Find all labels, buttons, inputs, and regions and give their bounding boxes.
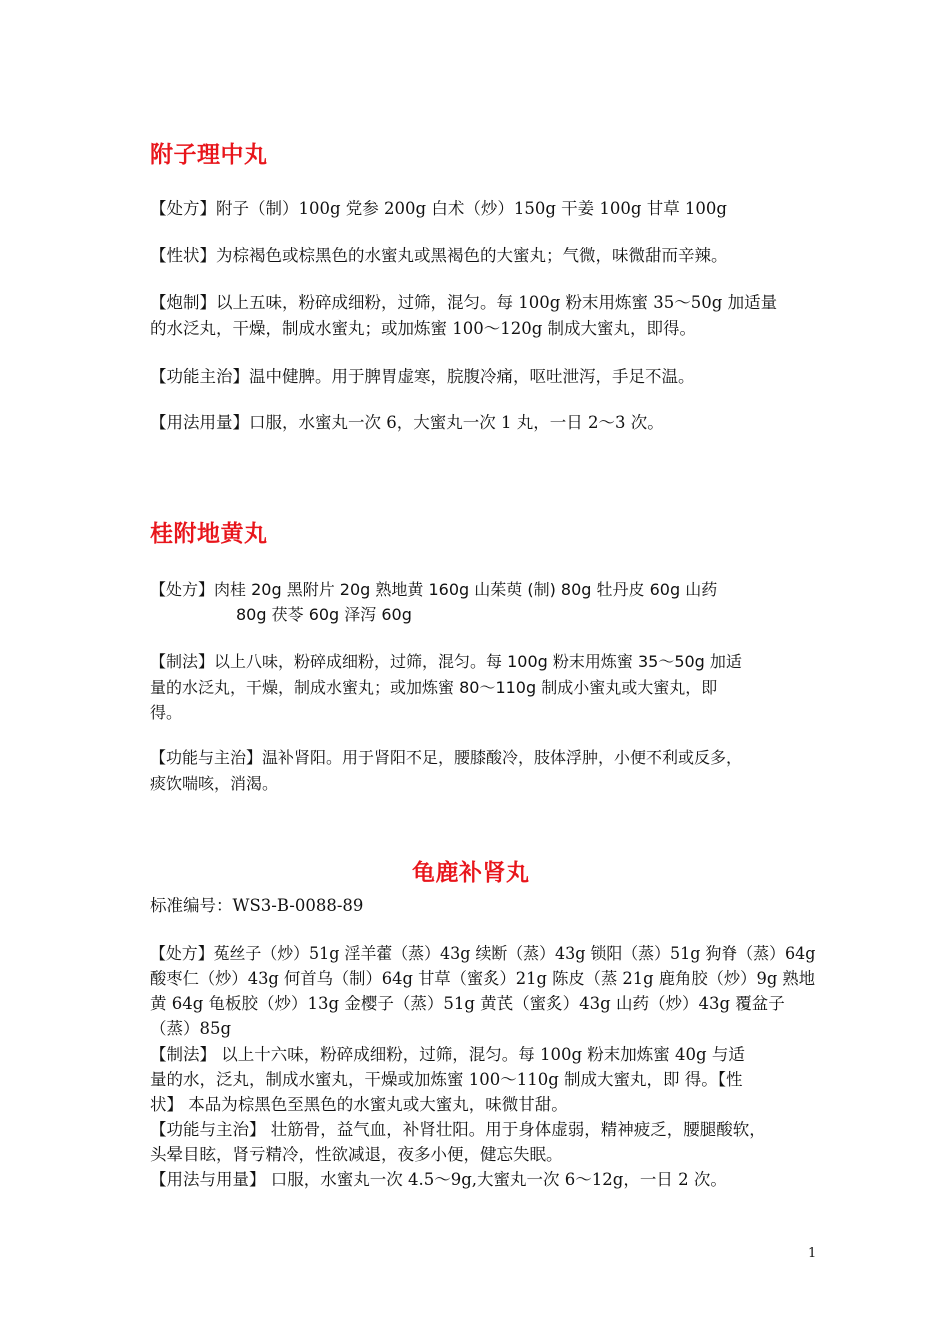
function-line: 【功能主治】温中健脾。用于脾胃虚寒，脘腹冷痛，呕吐泄泻，手足不温。	[150, 367, 695, 386]
preparation-line: 【炮制】以上五味，粉碎成细粉，过筛，混匀。每 100g 粉末用炼蜜 35～50g 加适量	[150, 293, 778, 312]
standard-number: 标准编号：WS3-B-0088-89	[150, 896, 364, 915]
method-line-cont: 量的水泛丸，干燥，制成水蜜丸；或加炼蜜 80～110g 制成小蜜丸或大蜜丸，即	[150, 678, 718, 697]
prescription-line-2: 酸枣仁（炒）43g 何首乌（制）64g 甘草（蜜炙）21g 陈皮（蒸 21g 鹿角胶（炒）9g 熟地	[150, 969, 816, 988]
properties-line: 【性状】为棕褐色或棕黑色的水蜜丸或黑褐色的大蜜丸；气微，味微甜而辛辣。	[150, 246, 728, 265]
prescription-line-3: 黄 64g 龟板胶（炒）13g 金樱子（蒸）51g 黄芪（蜜炙）43g 山药（炒）43g 覆盆子	[150, 994, 785, 1013]
properties-line: 状】 本品为棕黑色至黑色的水蜜丸或大蜜丸，味微甘甜。	[150, 1095, 568, 1114]
usage-line: 【用法用量】口服，水蜜丸一次 6，大蜜丸一次 1 丸，一日 2～3 次。	[150, 413, 664, 432]
preparation-line-cont: 的水泛丸，干燥，制成水蜜丸；或加炼蜜 100～120g 制成大蜜丸，即得。	[150, 319, 697, 338]
function-line: 【功能与主治】温补肾阳。用于肾阳不足，腰膝酸冷，肢体浮肿，小便不利或反多，	[150, 748, 743, 767]
method-line-cont: 量的水，泛丸，制成水蜜丸，干燥或加炼蜜 100～110g 制成大蜜丸，即 得。【性	[150, 1070, 743, 1089]
method-line: 【制法】 以上十六味，粉碎成细粉，过筛，混匀。每 100g 粉末加炼蜜 40g 与适	[150, 1045, 745, 1064]
usage-line: 【用法与用量】 口服，水蜜丸一次 4.5～9g,大蜜丸一次 6～12g，一日 2 次。	[150, 1170, 727, 1189]
page-number: 1	[808, 1246, 817, 1261]
prescription-line-4: （蒸）85g	[150, 1019, 232, 1038]
method-line: 【制法】以上八味，粉碎成细粉，过筛，混匀。每 100g 粉末用炼蜜 35～50g 加适	[150, 652, 742, 671]
function-line: 【功能与主治】 壮筋骨，益气血，补肾壮阳。用于身体虚弱，精神疲乏，腰腿酸软，	[150, 1120, 766, 1139]
function-line-cont: 头晕目眩，肾亏精冷，性欲减退，夜多小便，健忘失眠。	[150, 1145, 563, 1164]
prescription-line-cont: 80g 茯苓 60g 泽泻 60g	[236, 605, 412, 624]
section-title-guifu-dihuang: 桂附地黄丸	[150, 521, 268, 547]
prescription-line: 【处方】附子（制）100g 党参 200g 白术（炒）150g 干姜 100g 甘草 100g	[150, 199, 727, 218]
section-title-fuzi-lizhong: 附子理中丸	[150, 142, 268, 168]
prescription-line: 【处方】菟丝子（炒）51g 淫羊藿（蒸）43g 续断（蒸）43g 锁阳（蒸）51g 狗脊（蒸）64g	[150, 944, 816, 963]
method-line-end: 得。	[150, 703, 183, 722]
section-title-guilu-bushen: 龟鹿补肾丸	[412, 860, 530, 886]
function-line-cont: 痰饮喘咳，消渴。	[150, 774, 279, 793]
prescription-line: 【处方】肉桂 20g 黑附片 20g 熟地黄 160g 山茱萸 (制) 80g 牡丹皮 60g 山药	[150, 580, 718, 599]
